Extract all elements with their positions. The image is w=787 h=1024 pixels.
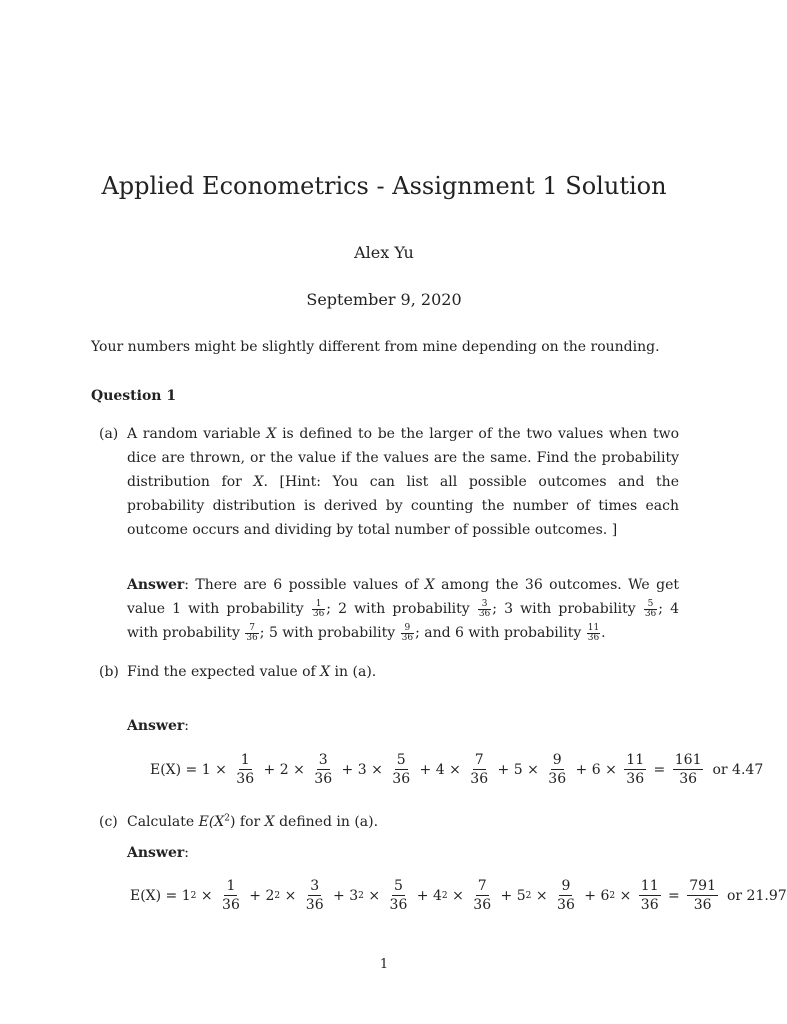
probability-fraction: $\frac{1}{36}$ <box>312 598 325 619</box>
fraction: $\frac{9}{36}$ <box>557 878 575 913</box>
part-a-answer: Answer: There are 6 possible values of X among the 36 outcomes. We get value 1 with probability $\frac{1}{36}$ ; 2 with probability $\frac{3}{36}$ ; 3 with probability $\frac{5}{36}$ ; 4 with probability $\frac{7}{36}$ ; 5 with probability $\frac{9}{36}$ ; and 6 with probability $\frac{11}{36}$ . <box>127 577 680 643</box>
fraction: $\frac{9}{36}$ <box>548 752 567 787</box>
fraction: $\frac{5}{36}$ <box>389 878 408 913</box>
second-moment-equation: E(X) = 1 2 × $\frac{1}{36}$ + 2 2 × $\frac{3}{36}$ + 3 2 × $\frac{5}{36}$ + 4 2 × $\frac{7}{36}$ + 5 2 × $\frac{9}{36}$ + 6 2 × $\frac{11}{36}$ = $\frac{791}{36}$ or 21.97 <box>130 878 787 913</box>
part-a-text: A random variable X is defined to be the larger of the two values when two dice are thrown, or the value if the values are the same. Find the probability distribution for X. [Hint: You can list all possible outcomes and the probability distribution is derived by counting the number of times each outcome occurs and dividing by total number of possible outcomes. ] <box>127 426 679 538</box>
answer-label: Answer <box>127 577 185 593</box>
document-title: Applied Econometrics - Assignment 1 Solution <box>101 172 667 200</box>
fraction: $\frac{5}{36}$ <box>392 752 411 787</box>
fraction: $\frac{7}{36}$ <box>470 752 489 787</box>
part-c-text: Calculate $E(X^2)$ for X defined in (a). <box>127 813 379 830</box>
result-fraction: $\frac{791}{36}$ <box>689 878 716 913</box>
question-heading: Question 1 <box>91 388 177 404</box>
part-b-label: (b) <box>99 664 119 680</box>
expected-value-equation: E(X) = 1 × $\frac{1}{36}$ + 2 × $\frac{3}{36}$ + 3 × $\frac{5}{36}$ + 4 × $\frac{7}{36}$ + 5 × $\frac{9}{36}$ + 6 × $\frac{11}{36}$ = $\frac{161}{36}$ or 4.47 <box>150 752 764 787</box>
page-number: 1 <box>379 957 389 972</box>
author-name: Alex Yu <box>354 243 414 262</box>
part-c-label: (c) <box>99 814 118 830</box>
document-date: September 9, 2020 <box>306 290 462 309</box>
probability-fraction: $\frac{5}{36}$ <box>644 598 657 619</box>
probability-fraction: $\frac{9}{36}$ <box>401 622 414 643</box>
fraction: $\frac{11}{36}$ <box>640 878 659 913</box>
part-a-label: (a) <box>99 426 119 442</box>
result-fraction: $\frac{161}{36}$ <box>674 752 702 787</box>
part-b-text: Find the expected value of X in (a). <box>127 664 377 680</box>
fraction: $\frac{7}{36}$ <box>473 878 492 913</box>
fraction: $\frac{3}{36}$ <box>314 752 333 787</box>
fraction: $\frac{1}{36}$ <box>236 752 255 787</box>
part-c-answer-label: Answer: <box>127 845 189 861</box>
probability-fraction: $\frac{7}{36}$ <box>246 622 258 643</box>
fraction: $\frac{11}{36}$ <box>626 752 645 787</box>
fraction: $\frac{3}{36}$ <box>305 878 324 913</box>
rounding-note: Your numbers might be slightly different from mine depending on the rounding. <box>91 339 660 355</box>
result-approx: or 4.47 <box>712 761 764 778</box>
result-approx: or 21.97 <box>726 887 787 904</box>
probability-fraction: $\frac{11}{36}$ <box>587 622 600 643</box>
probability-fraction: $\frac{3}{36}$ <box>478 598 491 619</box>
fraction: $\frac{1}{36}$ <box>222 878 240 913</box>
part-b-answer-label: Answer: <box>127 718 189 734</box>
